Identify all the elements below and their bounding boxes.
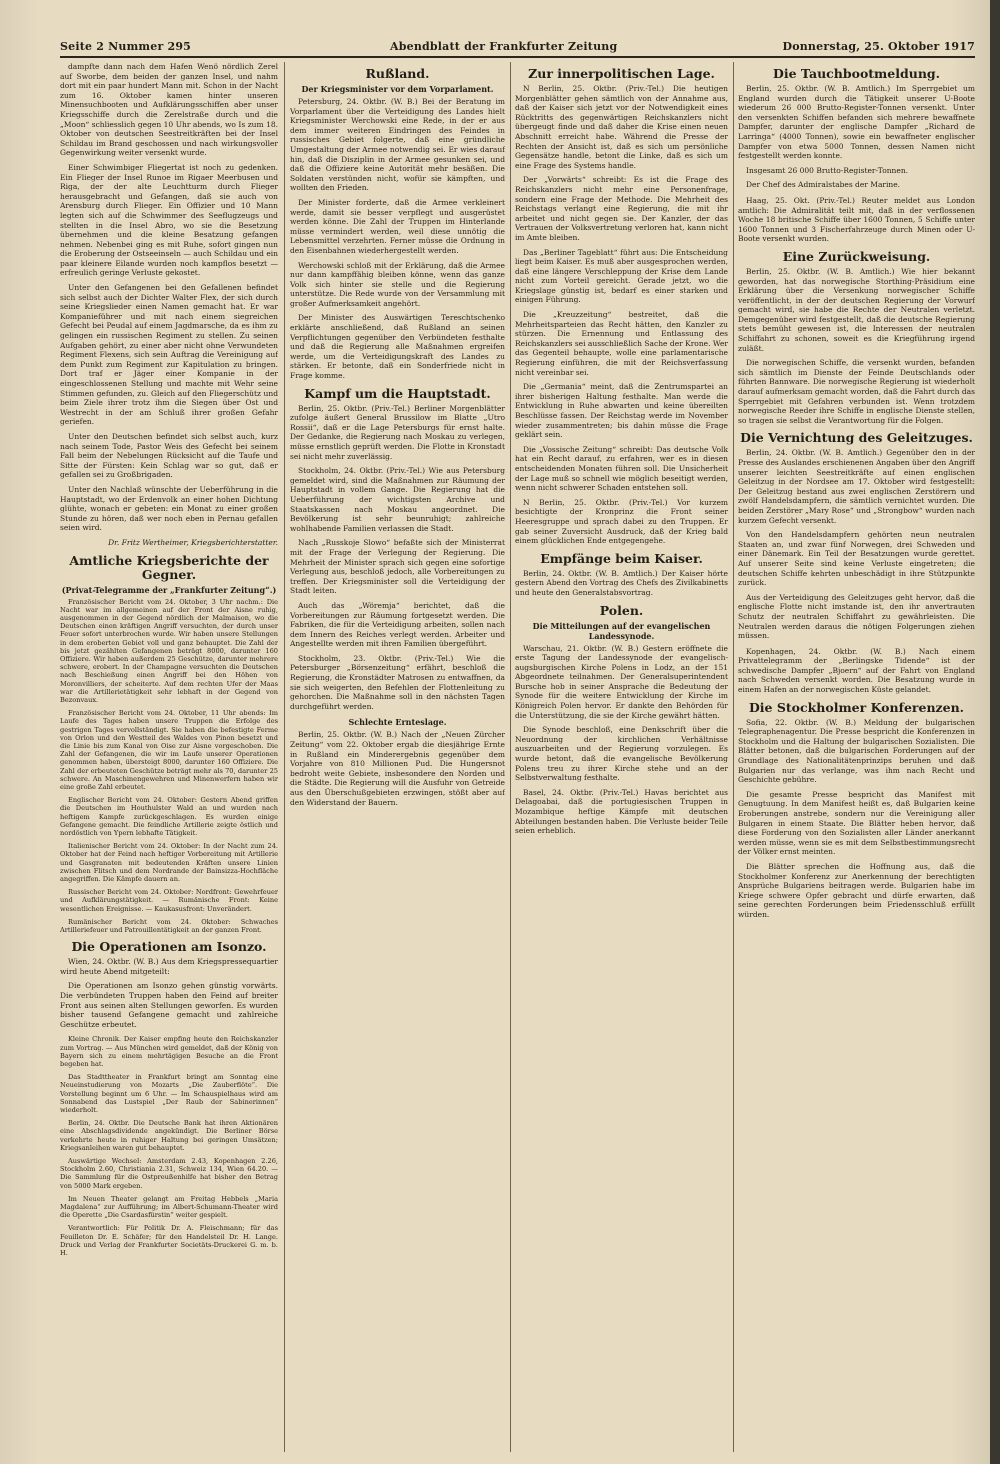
article-paragraph: Die norwegischen Schiffe, die versenkt wurden, befanden sich sämtlich im Dienste der Feinde Deutschlands oder führten Bannware. Die norwegische Regierung ist wiederholt darauf aufmerksam gemacht worden, daß die Fahrt durch das Sperrgebiet mit Gefahren verbunden ist. Wenn trotzdem norwegische Reeder ihre Schiffe in englische Dienste stellen, so tragen sie selbst die Verantwortung für die Folgen. bbox=[738, 358, 975, 425]
article-subheading: Schlechte Ernteslage. bbox=[348, 717, 447, 728]
article-paragraph: Das Stadttheater in Frankfurt bringt am Sonntag eine Neueinstudierung von Mozarts „Die Zauberflöte“. Die Vorstellung beginnt um 6 Uhr. — Im Schauspielhaus wird am Sonnabend das Lustspiel „Der Raub der Sabinerinnen“ wiederholt. bbox=[60, 1073, 278, 1114]
article-paragraph: Die „Vossische Zeitung“ schreibt: Das deutsche Volk hat ein Recht darauf, zu erfahren, wer es in diesen entscheidenden Monaten führen soll. Die Unsicherheit der Lage muß so schnell wie möglich beseitigt werden, wenn nicht schwerer Schaden entstehen soll. bbox=[515, 444, 728, 493]
article bbox=[738, 196, 975, 244]
article-subheading: Der Kriegsminister vor dem Vorparlament. bbox=[301, 84, 494, 94]
article bbox=[290, 717, 505, 807]
article-paragraph: Berlin, 25. Oktbr. (Priv.-Tel.) Berliner Morgenblätter zufolge äußert General Brussilow im Blatte „Utro Rossii“, daß er die Lage Petersburgs für ernst halte. Der Gedanke, die Regierung nach Moskau zu verlegen, müsse ernstlich geprüft werden. Die Flotte in Kronstadt sei nicht mehr zuverlässig. bbox=[290, 403, 505, 461]
column-1 bbox=[60, 62, 278, 1452]
article bbox=[738, 647, 975, 695]
article-paragraph: Verantwortlich: Für Politik Dr. A. Fleischmann; für das Feuilleton Dr. E. Schäfer; für den Handelsteil Dr. H. Lange. Druck und Verlag der Frankfurter Societäts-Druckerei G. m. b. H. bbox=[60, 1224, 278, 1258]
article bbox=[60, 940, 278, 1029]
article-heading: Die Tauchbootmeldung. bbox=[772, 66, 940, 81]
article-paragraph: Der „Vorwärts“ schreibt: Es ist die Frage des Reichskanzlers nicht mehr eine Personenfrage, sondern eine Frage der Methode. Die Mehrheit des Reichstags verlangt eine Regierung, die mit ihr arbeitet und nicht gegen sie. Der Kanzler, der das Vertrauen der Volksvertretung verloren hat, kann nicht im Amte bleiben. bbox=[515, 175, 728, 242]
article-paragraph: Sofia, 22. Oktbr. (W. B.) Meldung der bulgarischen Telegraphenagentur. Die Presse bespricht die Konferenzen in Stockholm und die Haltung der bulgarischen Sozialisten. Die Blätter betonen, daß die bulgarischen Forderungen auf der Grundlage des Nationalitätenprinzips beruhen und daß Bulgarien nur das verlange, was ihm nach Recht und Geschichte gebühre. bbox=[738, 717, 975, 785]
article bbox=[515, 67, 728, 546]
article bbox=[738, 701, 975, 920]
article-heading: Empfänge beim Kaiser. bbox=[540, 550, 703, 566]
article bbox=[60, 554, 278, 935]
article-paragraph: Wien, 24. Oktbr. (W. B.) Aus dem Kriegspressequartier wird heute Abend mitgeteilt: bbox=[60, 957, 278, 976]
article-paragraph: Kleine Chronik. Der Kaiser empfing heute den Reichskanzler zum Vortrag. — Aus München wird gemeldet, daß der König von Bayern sich zu einem mehrtägigen Besuche an die Front begeben hat. bbox=[60, 1035, 278, 1068]
article bbox=[515, 552, 728, 598]
article bbox=[738, 250, 975, 426]
article-paragraph: Berlin, 24. Oktbr. (W. B. Amtlich.) Gegenüber den in der Presse des Auslandes erschienenen Angaben über den Angriff unserer leichten Seestreitkräfte auf einen englischen Geleitzug in der Nordsee am 17. Oktober wird festgestellt: Der Geleitzug bestand aus zwei englischen Zerstörern und zwölf Handelsdampfern, die sämtlich vernichtet wurden. Die beiden Zerstörer „Mary Rose“ und „Strongbow“ wurden nach kurzem Gefecht versenkt. bbox=[738, 448, 975, 525]
article-paragraph: Französischer Bericht vom 24. Oktober, 11 Uhr abends: Im Laufe des Tages haben unsere Truppen die Erfolge des gestrigen Tages vervollständigt. Sie haben die befestigte Ferme von Orlon und den Westteil des Waldes von Pinon besetzt und die Linie bis zum Kanal von Oise zur Aisne vorgeschoben. Die Zahl der Gefangenen, die wir im Laufe unserer Operationen genommen haben, übersteigt 8000, darunter 160 Offiziere. Die Zahl der erbeuteten Geschütze beträgt mehr als 70, darunter 25 schwere. An Maschinengewehren und Minenwerfern haben wir eine große Zahl erbeutet. bbox=[60, 709, 278, 791]
article-paragraph: Warschau, 21. Oktbr. (W. B.) Gestern eröffnete die erste Tagung der Landessynode der evangelisch-augsburgischen Kirche Polens in Lodz, an der 151 Abgeordnete teilnahmen. Der Generalsuperintendent Bursche hob in seiner Ansprache die Bedeutung der Synode für die weitere Entwicklung der Kirche im Königreich Polen hervor. Er dankte den Behörden für die Unterstützung, die sie der Kirche gewährt hätten. bbox=[515, 643, 728, 720]
article-paragraph: Das „Berliner Tageblatt“ führt aus: Die Entscheidung liegt beim Kaiser. Es muß aber ausgesprochen werden, daß eine längere Verschleppung der Krise dem Lande nicht zum Vorteil gereicht. Gerade jetzt, wo die Kriegslage günstig ist, bedarf es einer starken und einigen Führung. bbox=[515, 247, 728, 305]
article-heading: Kampf um die Hauptstadt. bbox=[304, 385, 491, 401]
article-subheading: (Privat-Telegramme der „Frankfurter Zeitung“.) bbox=[61, 584, 277, 595]
article-heading: Amtliche Kriegsberichte der Gegner. bbox=[69, 552, 269, 582]
article-paragraph: Nach „Russkoje Slowo“ befaßte sich der Ministerrat mit der Frage der Verlegung der Regierung. Die Mehrheit der Minister sprach sich gegen eine sofortige Verlegung aus, beschloß jedoch, alle Vorbereitungen zu treffen. Der Kriegsminister soll die Verteidigung der Stadt leiten. bbox=[290, 538, 505, 596]
article-paragraph: Unter den Deutschen befindet sich selbst auch, kurz nach seinem Tode, Pastor Weis des Gefecht bei seinem Fall beim der Nebelungen Rücksicht auf die Taufe und Sitte der Fürsten: Kein Schlag war so gut, daß er gefallen sei zu Großbrigaden. bbox=[60, 431, 278, 480]
article-paragraph: Kopenhagen, 24. Oktbr. (W. B.) Nach einem Privattelegramm der „Berlingske Tidende“ ist der schwedische Dampfer „Bjoern“ auf der Fahrt von England nach Schweden versenkt worden. Die Besatzung wurde in einem Hafen an der norwegischen Küste gelandet. bbox=[738, 646, 975, 695]
article-paragraph: Rumänischer Bericht vom 24. Oktober: Schwaches Artilleriefeuer und Patrouillentätigkeit an der ganzen Front. bbox=[60, 917, 278, 935]
article-paragraph: Stockholm, 23. Oktbr. (Priv.-Tel.) Wie die Petersburger „Börsenzeitung“ erfährt, beschloß die Regierung, die Kronstädter Matrosen zu entwaffnen, da sie sich weigerten, den Befehlen der Flottenleitung zu gehorchen. Die Maßnahme soll in den nächsten Tagen durchgeführt werden. bbox=[290, 653, 505, 711]
article-paragraph: N Berlin, 25. Oktbr. (Priv.-Tel.) Die heutigen Morgenblätter gehen sämtlich von der Annahme aus, daß der Kaiser sich jetzt vor der Notwendigkeit eines Rücktritts des gegenwärtigen Reichskanzlers nicht übergeugt finde und daß daher die Krise einen neuen Abschnitt erreicht habe. Während die Presse der Rechten der Ansicht ist, daß es sich um persönliche Gegensätze handle, betont die Linke, daß es sich um eine Frage des Systems handle. bbox=[515, 84, 728, 170]
article-paragraph: N Berlin, 25. Oktbr. (Priv.-Tel.) Vor kurzem besichtigte der Kronprinz die Front seiner Heeresgruppe und sprach dabei zu den Truppen. Er gab seiner Zuversicht Ausdruck, daß der Krieg bald einem glücklichen Ende entgegengehe. bbox=[515, 497, 728, 546]
article-heading: Rußland. bbox=[365, 66, 430, 81]
article-subheading: Die Mitteilungen auf der evangelischen Landessynode. bbox=[532, 620, 711, 641]
article-paragraph: Auch das „Wöremja“ berichtet, daß die Vorbereitungen zur Räumung fortgesetzt werden. Die Fabriken, die für die Verteidigung arbeiten, sollen nach dem Innern des Reiches verlegt werden. Arbeiter und Angestellte werden mit ihren Familien übergeführt. bbox=[290, 600, 505, 649]
column-rule bbox=[733, 62, 734, 1452]
column-2 bbox=[290, 62, 505, 1452]
article bbox=[738, 67, 975, 190]
article-paragraph: Berlin, 25. Oktbr. (W. B. Amtlich.) Wie hier bekannt geworden, hat das norwegische Storthing-Präsidium eine Erklärung über die Versenkung norwegischer Schiffe veröffentlicht, in der der deutschen Regierung der Vorwurf gemacht wird, sie habe die Rechte der Neutralen verletzt. Demgegenüber wird festgestellt, daß die deutsche Regierung stets bemüht gewesen ist, die Interessen der neutralen Schiffahrt zu schonen, soweit es die Kriegführung irgend zuläßt. bbox=[738, 266, 975, 353]
article-paragraph: Petersburg, 24. Oktbr. (W. B.) Bei der Beratung im Vorparlament über die Verteidigung des Landes hielt Kriegsminister Werchowski eine Rede, in der er aus dem immer weiteren Eindringen des Feindes in russisches Gebiet folgerte, daß eine gründliche Umgestaltung der Armee notwendig sei. Er wies darauf hin, daß die Disziplin in der Armee gesunken sei, und daß die Offiziere keine Autorität mehr besäßen. Die Soldaten verstünden nicht, wofür sie kämpften, und wollten den Frieden. bbox=[290, 97, 505, 193]
article-heading: Eine Zurückweisung. bbox=[782, 248, 931, 264]
article-paragraph: Russischer Bericht vom 24. Oktober: Nordfront: Gewehrfeuer und Aufklärungstätigkeit. — Rumänische Front: Keine wesentlichen Ereignisse. — Kaukasusfront: Unverändert. bbox=[60, 888, 278, 913]
article-paragraph: Aus der Verteidigung des Geleitzuges geht hervor, daß die englische Flotte nicht imstande ist, den ihr anvertrauten Schutz der neutralen Schiffahrt zu gewährleisten. Die Neutralen werden daraus die nötigen Folgerungen ziehen müssen. bbox=[738, 592, 975, 641]
article-paragraph: Berlin, 25. Oktbr. (W. B.) Nach der „Neuen Zürcher Zeitung“ vom 22. Oktober ergab die diesjährige Ernte in Rußland ein Minderergebnis gegenüber dem Vorjahre von 810 Millionen Pud. Die Hungersnot bedroht weite Gebiete, insbesondere den Norden und die Städte. Die Regierung will die Ausfuhr von Getreide aus den Überschußgebieten erzwingen, stößt aber auf den Widerstand der Bauern. bbox=[290, 730, 505, 807]
article-paragraph: Haag, 25. Okt. (Priv.-Tel.) Reuter meldet aus London amtlich: Die Admiralität teilt mit, daß in der verflossenen Woche 18 britische Schiffe über 1600 Tonnen, 5 Schiffe unter 1600 Tonnen und 3 Fischerfahrzeuge durch Minen oder U-Boote versenkt wurden. bbox=[738, 195, 975, 244]
article bbox=[60, 62, 278, 548]
article-paragraph: Insgesamt 26 000 Brutto-Register-Tonnen. bbox=[746, 165, 909, 175]
article-heading: Die Vernichtung des Geleitzuges. bbox=[740, 430, 973, 446]
article bbox=[290, 67, 505, 381]
article-paragraph: Englischer Bericht vom 24. Oktober: Gestern Abend griffen die Deutschen im Houthulster Wald an und wurden nach heftigem Kampfe zurückgeschlagen. Es wurden einige Gefangene gemacht. Die feindliche Artillerie zeigte östlich und nordöstlich von Ypern lebhafte Tätigkeit. bbox=[60, 796, 278, 837]
article-paragraph: Die gesamte Presse bespricht das Manifest mit Genugtuung. In dem Manifest heißt es, daß Bulgarien keine Eroberungen anstrebe, sondern nur die Vereinigung aller Bulgaren in einem Staate. Die Blätter heben hervor, daß diese Forderung von den Sozialisten aller Länder anerkannt werden müsse, wenn sie es mit dem Selbstbestimmungsrecht der Völker ernst meinten. bbox=[738, 789, 975, 857]
article-paragraph: dampfte dann nach dem Hafen Wenö nördlich Zerel auf Sworbe, dem beiden der ganzen Insel, und nahm dort mit ein paar hundert Mann mit. Schon in der Nacht zum 16. Oktober kamen hinter unseren Minensuchbooten und Aufklärungsschiffen aber unser Kriegsschiffe durch die Zerelstraße durch und die „Moon“ schliesslich gegen 10 Uhr abends, wo Is zum 18. Oktober von deutschen Seestreitkräften bei der Insel Schildau im Brand geschossen und nach wirkungsvoller Gegenwirkung weiter versenkt wurde. bbox=[60, 62, 278, 158]
column-rule bbox=[510, 62, 511, 1452]
article-paragraph: Die „Kreuzzeitung“ bestreitet, daß die Mehrheitsparteien das Recht hätten, den Kanzler zu stürzen. Die Ernennung und Entlassung des Reichskanzlers sei ausschließlich Sache der Krone. Wer das Gegenteil behaupte, wolle eine parlamentarische Regierung einführen, die mit der Reichsverfassung nicht vereinbar sei. bbox=[515, 310, 728, 377]
article-paragraph: Im Neuen Theater gelangt am Freitag Hebbels „Maria Magdalena“ zur Aufführung; im Albert-Schumann-Theater wird die Operette „Die Csardasfürstin“ weiter gespielt. bbox=[60, 1194, 278, 1220]
article-paragraph: Unter den Gefangenen bei den Gefallenen befindet sich selbst auch der Dichter Walter Flex, der sich durch seine Kriegslieder einen Namen gemacht hat. Er war Kompanieführer und mit nach einem siegreichen Gefecht bei Peudal auf einem Jagdmarsche, da es ihm zu gelingen ein russischen Regiment zu stellen. Zu seinen Aufgaben gehört, zu einer aber nicht ohne Verwundeten Regiment Flexens, sich sein Auftrag die Vereinigung auf dem Punkt zum Regiment zur Kapitulation zu bringen. Dort traf er Jäger einer Kompanie in der eingeschlossenen Stellung und machte mit Wehr seine Stimmen gefunden, zu. Gleich auf den Fliegerschütz und beim Ziele ihrer trotz ihm die Siegen über Ost und Westrecht in der am Schluß ihrer großen Gefahr geriefen. bbox=[60, 283, 278, 427]
article-paragraph: Stockholm, 24. Oktbr. (Priv.-Tel.) Wie aus Petersburg gemeldet wird, sind die Maßnahmen zur Räumung der Hauptstadt in vollem Gange. Die Regierung hat die Ueberführung der wichtigsten Archive und Staatskassen nach Moskau angeordnet. Die Bevölkerung ist sehr beunruhigt; zahlreiche wohlhabende Familien verlassen die Stadt. bbox=[290, 466, 505, 533]
binding-edge bbox=[990, 0, 1000, 1464]
article-signature: Dr. Fritz Wertheimer, Kriegsberichterstatter. bbox=[108, 537, 278, 547]
article-paragraph: Unter den Nachlaß wünschte der Ueberführung in die Hauptstadt, wo der Erdenvolk an einer hohen Dichtung glühte, wonach er gebeten: ein Monat zu einer großen Stunde zu hören, daß wer noch eben in Pernau gefallen seien wird. bbox=[60, 484, 278, 533]
article bbox=[738, 431, 975, 640]
article-paragraph: Der Chef des Admiralstabes der Marine. bbox=[746, 180, 901, 190]
article-paragraph: Berlin, 24. Oktbr. Die Deutsche Bank hat ihren Aktionären eine Abschlagsdividende angekündigt. Die Berliner Börse verkehrte heute in ruhiger Haltung bei geringen Umsätzen; Kriegsanleihen waren gut behauptet. bbox=[60, 1119, 278, 1152]
article-paragraph: Die Blätter sprechen die Hoffnung aus, daß die Stockholmer Konferenz zur Anerkennung der berechtigten Ansprüche Bulgariens beitragen werde. Bulgarien habe im Kriege schwere Opfer gebracht und dürfe erwarten, daß seine gerechten Forderungen beim Friedensschluß erfüllt würden. bbox=[738, 861, 975, 919]
column-4 bbox=[738, 62, 975, 1452]
page-number-label: Seite 2 Nummer 295 bbox=[60, 40, 192, 53]
article-paragraph: Italienischer Bericht vom 24. Oktober: In der Nacht zum 24. Oktober hat der Feind nach heftiger Vorbereitung mit Artillerie und Gasgranaten mit bedeutenden Kräften unsere Linien zwischen Flitsch und dem Nordrande der Bainsizza-Hochfläche angegriffen. Die Kämpfe dauern an. bbox=[60, 842, 278, 883]
article-paragraph: Einer Schwimbiger Fliegertat ist noch zu gedenken. Ein Flieger der Insel Runoe im Rigaer Meerbusen und Riga, der der alte Leuchtturm durch Flieger herausgebracht und Gefangen, daß sie auch von Arensburg durch Flieger. Ein Offizier und 10 Mann legten sich auf die Schwimmer des Seeflugzeugs und stellten in die Insel Abro, wo sie die Besetzung übernehmen und die kleine Besatzung gefangen nehmen. Nebenbei ging es mit Ruhe, sofort gingen nun die Eroberung der Ostseeinseln — auch Schildau und ein paar kleinere Eilande wurden noch kampflos besetzt — erfreulich geringe Verluste gekostet. bbox=[60, 162, 278, 278]
article-paragraph: Der Minister des Auswärtigen Tereschtschenko erklärte anschließend, daß Rußland an seinen Verpflichtungen gegenüber den Verbündeten festhalte und daß die Regierung alle Maßnahmen ergreifen werde, um die Verteidigungskraft des Landes zu stärken. Er betonte, daß ein Sonderfriede nicht in Frage komme. bbox=[290, 313, 505, 381]
newspaper-title: Abendblatt der Frankfurter Zeitung bbox=[390, 40, 618, 53]
article bbox=[60, 1035, 278, 1257]
article-heading: Die Stockholmer Konferenzen. bbox=[748, 699, 965, 715]
column-rule bbox=[284, 62, 285, 1452]
page-header bbox=[60, 40, 975, 58]
article-paragraph: Berlin, 25. Oktbr. (W. B. Amtlich.) Im Sperrgebiet um England wurden durch die Tätigkeit unserer U-Boote wiederum 26 000 Brutto-Register-Tonnen versenkt. Unter den versenkten Schiffen befanden sich mehrere bewaffnete Dampfer, darunter der englische Dampfer „Richard de Larringa“ (4000 Tonnen), sowie ein bewaffneter englischer Dampfer von etwa 5000 Tonnen, dessen Namen nicht festgestellt werden konnte. bbox=[738, 84, 975, 161]
article-paragraph: Basel, 24. Oktbr. (Priv.-Tel.) Havas berichtet aus Delagoabai, daß die portugiesischen Truppen in Mozambique heftige Kämpfe mit deutschen Abteilungen bestanden haben. Die Verluste beider Teile seien erheblich. bbox=[515, 787, 728, 836]
column-3 bbox=[515, 62, 728, 1452]
article-paragraph: Die Operationen am Isonzo gehen günstig vorwärts. Die verbündeten Truppen haben den Feind auf breiter Front aus seinen alten Stellungen geworfen. Es wurden bisher tausend Gefangene gemacht und zahlreiche Geschütze erbeutet. bbox=[60, 981, 278, 1029]
article-heading: Die Operationen am Isonzo. bbox=[71, 939, 267, 955]
article-heading: Zur innerpolitischen Lage. bbox=[528, 66, 715, 81]
article-paragraph: Die „Germania“ meint, daß die Zentrumspartei an ihrer bisherigen Haltung festhalte. Man werde die Entwicklung in Ruhe abwarten und keine übereilten Beschlüsse fassen. Der Reichstag werde im November wieder zusammentreten; bis dahin müsse die Frage geklärt sein. bbox=[515, 382, 728, 440]
article-paragraph: Berlin, 24. Oktbr. (W. B. Amtlich.) Der Kaiser hörte gestern Abend den Vortrag des Chefs des Zivilkabinetts und heute den Generalstabsvortrag. bbox=[515, 568, 728, 597]
article-paragraph: Französischer Bericht vom 24. Oktober, 3 Uhr nachm.: Die Nacht war im allgemeinen auf der Front der Aisne ruhig, ausgenommen in der Gegend nördlich der Malmaison, wo die Deutschen einen kräftigen Angriff versuchten, der durch unser Feuer sofort unterbrochen wurde. Wir haben unsere Stellungen in dem eroberten Gebiet voll und ganz behauptet. Die Zahl der bis jetzt gezählten Gefangenen beträgt 8000, darunter 160 Offiziere. Wir haben außerdem 25 Geschütze, darunter mehrere schwere, erobert. In der Champagne versuchten die Deutschen nach Beschießung einen Angriff bei den Höhen von Moronvilliers, der scheiterte. Auf dem rechten Ufer der Maas war die Artillerietätigkeit sehr lebhaft in der Gegend von Bezonvaux. bbox=[60, 597, 278, 704]
issue-date: Donnerstag, 25. Oktober 1917 bbox=[782, 40, 975, 53]
article bbox=[515, 604, 728, 836]
article-paragraph: Von den Handelsdampfern gehörten neun neutralen Staaten an, und zwar fünf Norwegen, drei Schweden und einer Dänemark. Ein Teil der Besatzungen wurde gerettet. Auf unserer Seite sind keine Verluste eingetreten; die deutschen Schiffe kehrten unbeschädigt in ihre Stützpunkte zurück. bbox=[738, 530, 975, 588]
article-paragraph: Werchowski schloß mit der Erklärung, daß die Armee nur dann kampffähig bleiben könne, wenn das ganze Volk sich hinter sie stelle und die Regierung unterstütze. Die Rede wurde von der Versammlung mit großer Aufmerksamkeit angehört. bbox=[290, 260, 505, 308]
article-paragraph: Die Synode beschloß, eine Denkschrift über die Neuordnung der kirchlichen Verhältnisse auszuarbeiten und der Regierung vorzulegen. Es wurde betont, daß die evangelische Bevölkerung Polens treu zu ihrer Kirche stehe und an der Selbstverwaltung festhalte. bbox=[515, 725, 728, 783]
article-paragraph: Der Minister forderte, daß die Armee verkleinert werde, damit sie besser verpflegt und ausgerüstet werden könne. Die Zahl der Truppen im Hinterlande müsse vermindert werden, weil diese unnötig die Lebensmittel verzehrten. Ferner müsse die Ordnung in den Eisenbahnen wiederhergestellt werden. bbox=[290, 197, 505, 255]
article bbox=[290, 387, 505, 712]
article-heading: Polen. bbox=[599, 602, 644, 618]
article-paragraph: Auswärtige Wechsel: Amsterdam 2.43, Kopenhagen 2.26, Stockholm 2.60, Christiania 2.31, Schweiz 134, Wien 64.20. — Die Sammlung für die Ostpreußenhilfe hat bisher den Betrag von 5000 Mark ergeben. bbox=[60, 1157, 278, 1190]
